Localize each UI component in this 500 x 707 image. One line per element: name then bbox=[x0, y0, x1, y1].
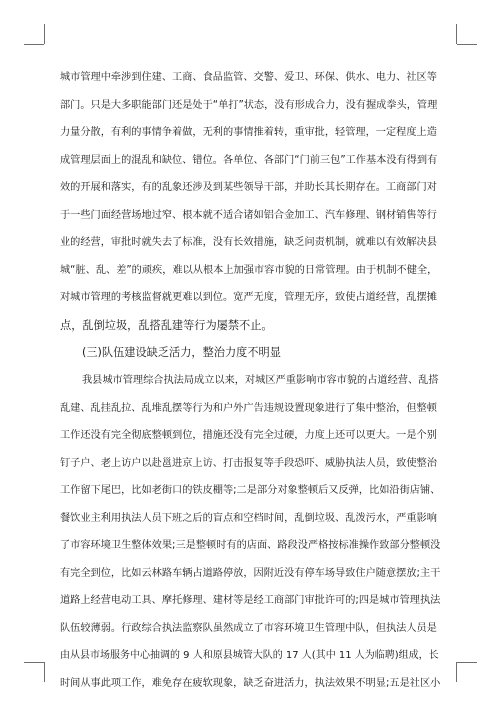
text-line: 时间从事此项工作，难免存在疲软现象，缺乏奋进活力，执法效果不明显;五是社区小 bbox=[60, 678, 441, 690]
document-body bbox=[60, 64, 442, 698]
crop-mark-bottom-left-horizontal bbox=[24, 662, 44, 663]
text-line: 部门。只是大多职能部门还是处于“单打”状态，没有形成合力，没有握成拳头，管理 bbox=[60, 99, 438, 111]
crop-mark-top-left-horizontal bbox=[24, 44, 44, 45]
text-line: 钉子户、老上访户以赴邕进京上访、打击报复等手段恐吓、威胁执法人员，致使整治 bbox=[60, 457, 437, 469]
text-line: 效的开展和落实，有的乱象还涉及到某些领导干部，并助长其长期存在。工商部门对 bbox=[60, 182, 437, 194]
text-line: 了市容环境卫生整体效果;三是整顿时有的店面、路段没严格按标准操作致部分整顿没 bbox=[60, 540, 441, 552]
text-line: 有完全到位，比如云林路车辆占道路停放，因附近没有停车场导致住户随意摆放;主干 bbox=[60, 567, 441, 579]
section-heading: (三)队伍建设缺乏活力，整治力度不明显 bbox=[82, 346, 281, 360]
text-line: 由从县市场服务中心抽调的 9 人和原县城管大队的 17 人(其中 11 人为临聘)组成，长 bbox=[60, 650, 439, 662]
crop-mark-top-right-vertical bbox=[456, 24, 457, 44]
crop-mark-bottom-right-vertical bbox=[456, 662, 457, 682]
text-line: 成管理层面上的混乱和缺位、错位。各单位、各部门“门前三包”工作基本没有得到有 bbox=[60, 154, 438, 166]
crop-mark-bottom-right-horizontal bbox=[457, 662, 477, 663]
text-line: 点，乱倒垃圾，乱搭乱建等行为屡禁不止。 bbox=[60, 318, 273, 332]
text-line: 业的经营，审批时就失去了标准，没有长效措施，缺乏问责机制，就难以有效解决县 bbox=[60, 237, 437, 249]
crop-mark-top-right-horizontal bbox=[457, 44, 477, 45]
text-line: 于一些门面经营场地过窄、根本就不适合诸如铝合金加工、汽车修理、钢材销售等行 bbox=[60, 209, 437, 221]
crop-mark-top-left-vertical bbox=[44, 24, 45, 44]
text-line: 餐饮业主利用执法人员下班之后的盲点和空档时间，乱倒垃圾、乱泼污水，严重影响 bbox=[60, 512, 437, 524]
text-line: 城市管理中牵涉到住建、工商、食品监管、交警、爱卫、环保、供水、电力、社区等 bbox=[60, 72, 437, 83]
text-line: 城“脏、乱、差”的顽疾，难以从根本上加强市容市貌的日常管理。由于机制不健全， bbox=[60, 264, 438, 276]
text-line: 对城市管理的考核监督就更难以到位。宽严无度，管理无序，致使占道经营，乱摆摊 bbox=[60, 292, 437, 304]
crop-mark-bottom-left-vertical bbox=[44, 662, 45, 682]
text-line: 我县城市管理综合执法局成立以来，对城区严重影响市容市貌的占道经营、乱搭 bbox=[82, 375, 439, 387]
text-line: 道路上经营电动工具、摩托修理、建材等是经工商部门审批许可的;四是城市管理执法 bbox=[60, 595, 441, 607]
text-line: 乱建、乱挂乱拉、乱堆乱摆等行为和户外广告违规设置现象进行了集中整治，但整顿 bbox=[60, 402, 437, 414]
text-line: 力量分散，有利的事情争着做，无利的事情推着转，重审批，轻管理，一定程度上造 bbox=[60, 127, 437, 139]
text-line: 工作留下尾巴，比如老街口的铁皮棚等;二是部分对象整顿后又反弹，比如沿街店铺、 bbox=[60, 485, 441, 497]
text-line: 工作还没有完全彻底整顿到位，措施还没有完全过硬，力度上还可以更大。一是个别 bbox=[60, 430, 437, 442]
text-line: 队伍较薄弱。行政综合执法监察队虽然成立了市容环境卫生管理中队，但执法人员是 bbox=[60, 622, 437, 634]
